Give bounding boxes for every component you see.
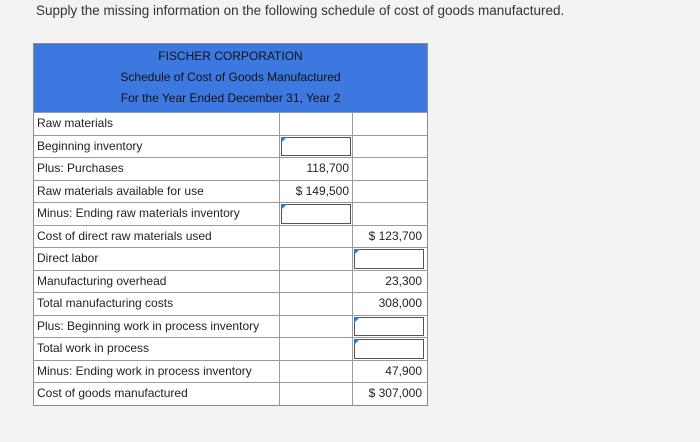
row-col2	[280, 361, 353, 383]
question-prompt: Supply the missing information on the following schedule of cost of goods manufactured.	[36, 3, 565, 18]
row-col3	[353, 113, 425, 135]
table-row	[34, 315, 427, 338]
row-label: Beginning inventory	[34, 136, 280, 158]
table-row	[34, 225, 427, 248]
schedule-period: For the Year Ended December 31, Year 2	[120, 91, 341, 105]
row-label: Raw materials	[34, 113, 280, 135]
table-row	[34, 382, 427, 405]
company-name: FISCHER CORPORATION	[158, 49, 303, 63]
cogm-schedule	[33, 43, 428, 406]
row-col2	[280, 136, 353, 158]
direct-materials-used-value: $ 123,700	[368, 228, 422, 243]
row-label: Manufacturing overhead	[34, 271, 280, 293]
total-manufacturing-costs-value: 308,000	[378, 296, 422, 310]
row-col2	[280, 316, 353, 338]
row-col3	[353, 136, 425, 158]
row-col3	[353, 248, 425, 270]
table-row	[34, 292, 427, 315]
table-row	[34, 337, 427, 360]
row-col2	[280, 226, 353, 248]
purchases-value: 118,700	[280, 158, 353, 180]
row-col3	[353, 203, 425, 225]
total-wip-input[interactable]	[354, 339, 424, 359]
row-col2	[280, 113, 353, 135]
row-col2	[280, 271, 353, 293]
row-col2	[280, 203, 353, 225]
row-label: Minus: Ending work in process inventory	[34, 361, 280, 383]
row-label: Total manufacturing costs	[34, 293, 280, 315]
row-col3	[353, 316, 425, 338]
table-row	[34, 247, 427, 270]
table-row	[34, 112, 427, 135]
row-col2	[280, 293, 353, 315]
table-row	[34, 360, 427, 383]
table-row	[34, 157, 427, 180]
cogm-value: $ 307,000	[368, 386, 422, 400]
table-row	[34, 135, 427, 158]
row-label: Minus: Ending raw materials inventory	[34, 203, 280, 225]
manufacturing-overhead-value: 23,300	[385, 273, 422, 288]
row-label: Plus: Beginning work in process inventory	[34, 316, 280, 338]
row-label: Direct labor	[34, 248, 280, 270]
row-label: Cost of goods manufactured	[34, 383, 280, 405]
table-row	[34, 202, 427, 225]
schedule-title: Schedule of Cost of Goods Manufactured	[120, 70, 341, 84]
schedule-header	[34, 44, 427, 112]
row-col3	[353, 338, 425, 360]
row-label: Cost of direct raw materials used	[34, 226, 280, 248]
row-col3	[353, 181, 425, 203]
beginning-inventory-input[interactable]	[281, 137, 351, 157]
row-label: Raw materials available for use	[34, 181, 280, 203]
beginning-wip-input[interactable]	[354, 317, 424, 337]
row-col2	[280, 248, 353, 270]
ending-wip-value: 47,900	[385, 363, 422, 378]
row-col2	[280, 338, 353, 360]
row-label: Plus: Purchases	[34, 158, 280, 180]
row-col2	[280, 383, 353, 405]
raw-materials-available-value: $ 149,500	[280, 181, 353, 203]
direct-labor-input[interactable]	[354, 249, 424, 269]
row-label: Total work in process	[34, 338, 280, 360]
table-row	[34, 270, 427, 293]
ending-raw-materials-input[interactable]	[281, 204, 351, 224]
table-row	[34, 180, 427, 203]
row-col3	[353, 158, 425, 180]
